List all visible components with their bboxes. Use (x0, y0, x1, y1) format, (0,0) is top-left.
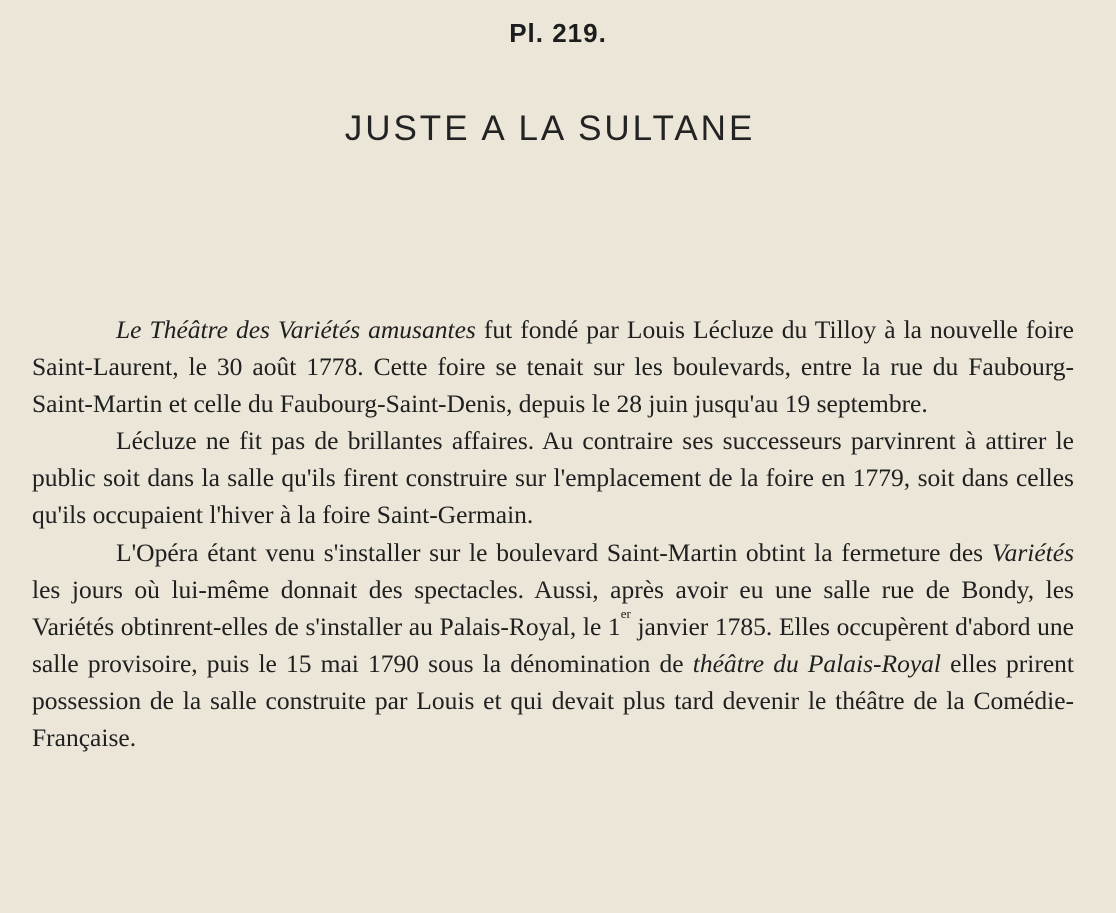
text-run: fut fondé par Louis Lécluze du Tilloy à la nouvelle foire Saint-Laurent, le 30 août 1778. Cette foire se tenait sur les boulevards, entre la rue du Faubourg-Saint-Martin et celle du Faubourg-Saint-Denis, depuis le 28 juin jusqu'au 19 septembre. (32, 315, 1074, 419)
italic-text: Variétés (991, 537, 1074, 567)
text-run: Lécluze ne fit pas de brillantes affaires. Au contraire ses successeurs parvinrent à attirer le public soit dans la salle qu'ils firent construire sur l'emplacement de la foire en 1779, soit dans celles qu'ils occupaient l'hiver à la foire Saint-Germain. (32, 426, 1074, 530)
paragraph-1 (32, 311, 1074, 422)
italic-text: théâtre du Palais-Royal (692, 648, 941, 678)
paragraph-3 (32, 534, 1074, 757)
superscript: er (620, 605, 631, 621)
plate-number: Pl. 219. (509, 18, 607, 48)
text-run: elles prirent possession de la salle construite par Louis et qui devait plus tard devenir le théâtre de la Comédie-Française. (32, 648, 1074, 753)
page-title: JUSTE A LA SULTANE (344, 109, 756, 148)
body-text (32, 311, 1074, 756)
text-run: L'Opéra étant venu s'installer sur le boulevard Saint-Martin obtint la fermeture des (116, 537, 992, 567)
italic-text: Le Théâtre des Variétés amusantes (116, 315, 476, 344)
paragraph-2 (32, 422, 1074, 533)
text-run: janvier 1785. Elles occupèrent d'abord une salle provisoire, puis le 15 mai 1790 sous la dénomination de (32, 611, 1074, 678)
text-run: les jours où lui-même donnait des spectacles. Aussi, après avoir eu une salle rue de Bondy, les Variétés obtinrent-elles de s'installer au Palais-Royal, le 1 (32, 574, 1074, 641)
